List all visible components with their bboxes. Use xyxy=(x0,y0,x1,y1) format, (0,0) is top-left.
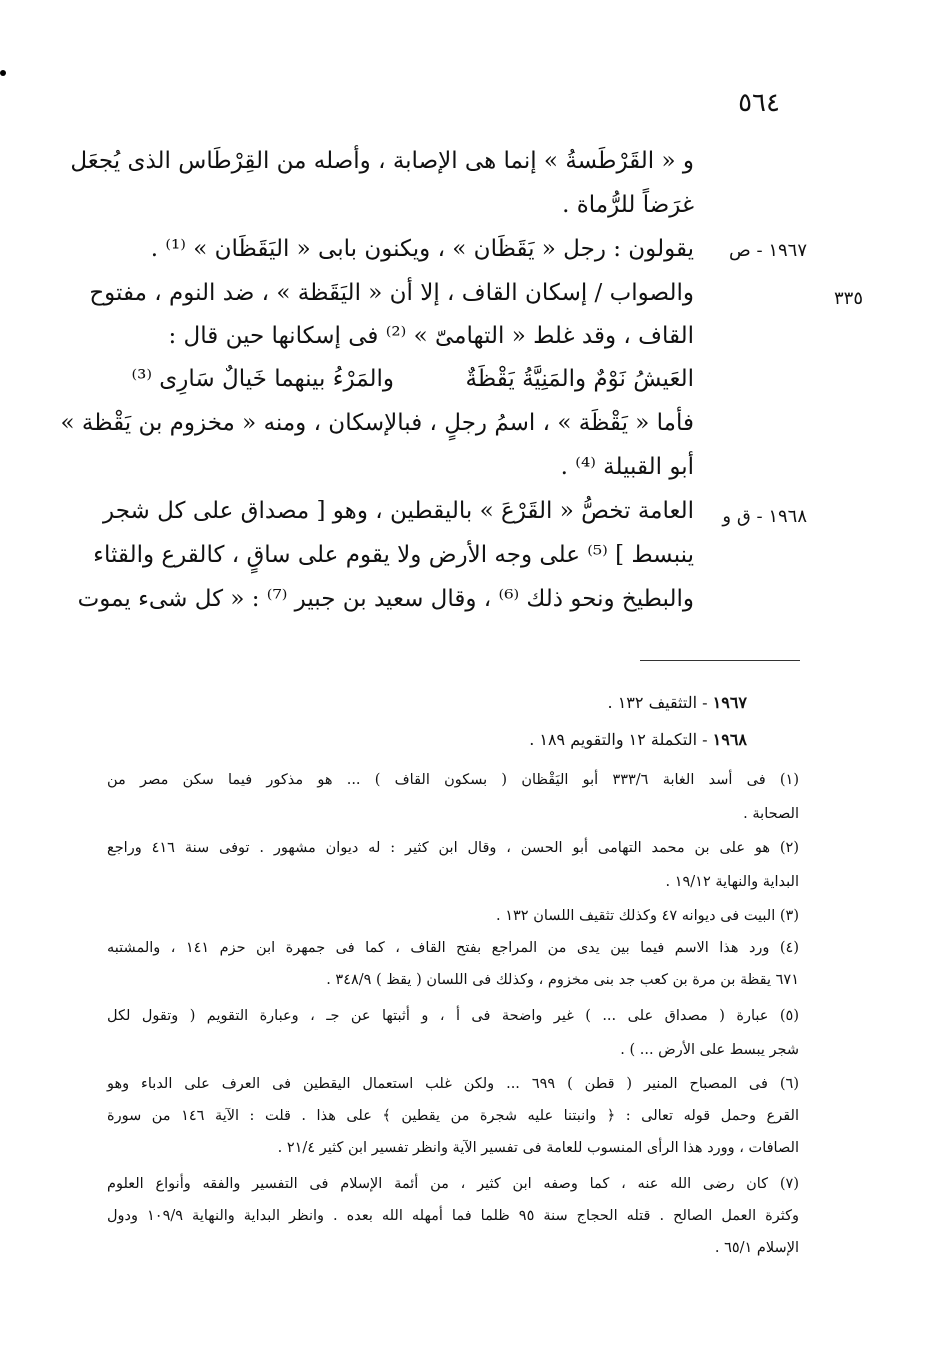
footnote-4-line-1: (٤) ورد هذا الاسم فيما بين يدى من المراجع بفتح القاف ، كما فى جمهرة ابن حزم ١٤١ ، والمشتبه xyxy=(107,940,799,956)
footnote-3: (٣) البيت فى ديوانه ٤٧ وكذلك تثقيف اللسان ١٣٢ . xyxy=(496,908,799,924)
source-1967 xyxy=(608,693,747,712)
verse-hemistich-2: والمَرْءُ بينهما خَيالٌ سَارِى ⁽³⁾ xyxy=(131,366,394,392)
footnote-5-line-2: شجر يبسط على الأرض ... ) . xyxy=(620,1042,799,1058)
footnote-1-line-2: الصحابة . xyxy=(743,806,799,822)
verse xyxy=(131,366,694,400)
page-number: ٥٦٤ xyxy=(738,88,780,118)
footnote-7-line-3: الإسلام ٦٥/١ . xyxy=(714,1240,799,1256)
entry1967-line-6: أبو القبيلة ⁽⁴⁾ . xyxy=(560,454,694,480)
source-1968-number: ١٩٦٨ xyxy=(712,730,747,749)
footnote-separator xyxy=(640,660,800,661)
entry1967-line-3: القاف ، وقد غلط « التهامىّ » ⁽²⁾ فى إسكانها حين قال : xyxy=(168,323,694,349)
entry1968-line-1: العامة تخصُّ « القَرْعَ » باليقطين ، وهو [ مصداق على كل شجر xyxy=(103,498,694,524)
source-1968-text: - التكملة ١٢ والتقويم ١٨٩ . xyxy=(529,730,708,749)
footnote-1-line-1: (١) فى أسد الغابة ٣٣٣/٦ أبو اليَقْظان ( بسكون القاف ) ... هو مذكور فيما سكن مصر من xyxy=(107,772,799,788)
side-page-ref: ٣٣٥ xyxy=(833,288,863,309)
entry1967-line-1: يقولون : رجل « يَقَظَان » ، ويكنون بابى « اليَقَظَان » ⁽¹⁾ . xyxy=(150,236,694,262)
scan-mark xyxy=(0,70,6,76)
source-1967-number: ١٩٦٧ xyxy=(712,693,747,712)
source-1968 xyxy=(529,730,747,749)
footnote-2-line-1: (٢) هو على بن محمد التهامى أبو الحسن ، وقال ابن كثير : له ديوان مشهور . توفى سنة ٤١٦ وراجع xyxy=(107,840,799,856)
footnote-2-line-2: البداية والنهاية ١٩/١٢ . xyxy=(665,874,799,890)
entry-label-1967: ١٩٦٧ - ص xyxy=(729,240,807,261)
source-1967-text: - التثقيف ١٣٢ . xyxy=(607,693,708,712)
entry1968-line-2: ينبسط ] ⁽⁵⁾ على وجه الأرض ولا يقوم على ساقٍ ، كالقرع والقثاء xyxy=(93,542,694,568)
entry-label-1968: ١٩٦٨ - ق و xyxy=(722,506,807,527)
footnote-6-line-3: الصافات ، وورد هذا الرأى المنسوب للعامة فى تفسير الآية وانظر تفسير ابن كثير ٢١/٤ . xyxy=(277,1140,799,1156)
footnote-5-line-1: (٥) عبارة ( مصداق على ... ) غير واضحة فى أ ، و أثبتها عن جـ ، وعبارة التقويم ( وتقول لكل xyxy=(107,1008,799,1024)
entry1967-line-2: والصواب / إسكان القاف ، إلا أن « اليَقَظة » ، ضد النوم ، مفتوح xyxy=(89,280,694,306)
footnote-4-line-2: ٦٧١ يقظة بن مرة بن كعب جد بنى مخزوم ، وكذلك فى اللسان ( يقظ ) ٣٤٨/٩ . xyxy=(326,972,799,988)
footnote-7-line-2: وكثرة العمل الصالح . قتله الحجاج سنة ٩٥ ظلما فما أمهله الله بعده . وانظر البداية والنهاية ١٠٩/٩ ودول xyxy=(107,1208,799,1224)
main-line-2: غرَضاً للرُّماة . xyxy=(562,192,694,218)
footnote-7-line-1: (٧) كان رضى الله عنه ، كما وصفه ابن كثير ، من أئمة الإسلام فى التفسير والفقه وأنواع العلوم xyxy=(107,1176,799,1192)
main-line-1: و « القَرْطَسةُ » إنما هى الإصابة ، وأصله من القِرْطَاس الذى يُجعَل xyxy=(70,148,694,174)
footnote-6-line-2: القرع وحمل قوله تعالى : ﴿ وانبتنا عليه شجرة من يقطين ﴾ على هذا . قلت : الآية ١٤٦ من سورة xyxy=(107,1108,799,1124)
entry1967-line-5: فأما « يَقْظَة » ، اسمُ رجلٍ ، فبالإسكان ، ومنه « مخزوم بن يَقْظة » xyxy=(60,410,694,436)
footnote-6-line-1: (٦) فى المصباح المنير ( قطن ) ٦٩٩ ... ولكن غلب استعمال اليقطين فى العرف على الدباء وهو xyxy=(107,1076,799,1092)
entry1968-line-3: والبطيخ ونحو ذلك ⁽⁶⁾ ، وقال سعيد بن جبير ⁽⁷⁾ : « كل شىء يموت xyxy=(77,586,694,612)
verse-hemistich-1: العَيشُ نَوْمٌ والمَنِيَّةُ يَقْظَةٌ xyxy=(465,366,694,392)
